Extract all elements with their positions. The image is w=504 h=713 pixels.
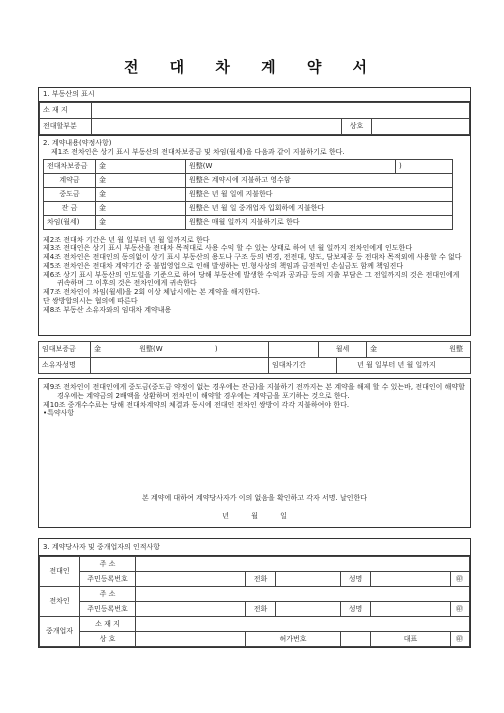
lessor-seal[interactable]: ㊞ <box>451 572 470 587</box>
agent-license-value[interactable] <box>341 632 371 647</box>
lessee-address-label: 주 소 <box>80 587 136 602</box>
sublease-part-value[interactable] <box>92 119 342 135</box>
lease-deposit-currency: 金 <box>94 345 101 354</box>
agent-label: 중개업자 <box>40 617 80 647</box>
balance-amount[interactable]: 金 <box>96 201 186 215</box>
page-title: 전 대 차 계 약 서 <box>123 58 381 76</box>
owner-name-value[interactable] <box>91 358 269 374</box>
lessee-label: 전차인 <box>40 587 80 617</box>
article-9: 제9조 전차인이 전대인에게 중도금(중도금 약정이 없는 경우에는 잔금)을 지불하기 전까지는 본 계약을 해제 할 수 있는바, 전대인이 해약할 경우에는 계약금의 2배액을 상환하며 전차인이 해약할 경우에는 계약금을 포기하는 것으로 한다. <box>43 383 465 400</box>
lease-deposit-gap <box>269 342 319 358</box>
owner-name-label: 소유자성명 <box>39 358 91 374</box>
down-payment-label: 계약금 <box>44 173 96 187</box>
monthly-rent-value[interactable] <box>367 342 471 358</box>
rent-amount[interactable]: 金 <box>96 215 186 229</box>
lessor-address-value[interactable] <box>136 557 470 572</box>
rent-label: 차임(월세) <box>44 215 96 229</box>
location-label: 소 재 지 <box>40 103 92 119</box>
monthly-rent-unit: 원整 <box>449 345 463 354</box>
lessee-name-value[interactable] <box>371 602 451 617</box>
article-7-note: 단 쌍방합의시는 협의에 따른다 <box>43 296 138 305</box>
lessee-seal[interactable]: ㊞ <box>451 602 470 617</box>
agent-location-value[interactable] <box>136 617 470 632</box>
lessor-id-label: 주민등록번호 <box>80 572 136 587</box>
lessor-phone-label: 전화 <box>246 572 276 587</box>
interim-amount[interactable]: 金 <box>96 187 186 201</box>
deposit-amount[interactable]: 金 <box>96 159 186 173</box>
interim-terms: 원整은 년 월 일에 지불한다 <box>186 187 453 201</box>
article-8: 제8조 부동산 소유자와의 임대차 계약내용 <box>43 305 172 314</box>
parties-section <box>38 538 471 648</box>
lessor-address-label: 주 소 <box>80 557 136 572</box>
agent-company-value[interactable] <box>136 632 246 647</box>
monthly-rent-currency: 金 <box>370 345 377 354</box>
lease-deposit-label: 임대보증금 <box>39 342 91 358</box>
article-7: 제7조 전차인이 차임(월세)을 2회 이상 체납시에는 본 계약을 해지한다. <box>43 288 260 296</box>
location-value[interactable] <box>92 103 470 119</box>
lessor-id-value[interactable] <box>136 572 246 587</box>
property-heading: 1. 부동산의 표시 <box>39 88 470 102</box>
lessor-name-label: 성명 <box>341 572 371 587</box>
deposit-label: 전대차보증금 <box>44 159 96 173</box>
lessee-id-value[interactable] <box>136 602 246 617</box>
lease-period-label: 임대차기간 <box>269 358 337 374</box>
unit-value[interactable] <box>372 119 470 135</box>
rent-terms: 원整은 매월 일까지 지불하기로 한다 <box>186 215 453 229</box>
lease-deposit-unit: 원整(W <box>139 345 163 354</box>
lessor-label: 전대인 <box>40 557 80 587</box>
terms-section <box>38 378 471 528</box>
article-4: 제4조 전차인은 전대인의 동의없이 상기 표시 부동산의 용도나 구조 등의 변경, 전전대, 양도, 담보제공 등 전대차 목적외에 사용할 수 없다 <box>43 253 462 261</box>
special-terms-label: •특약사항 <box>43 409 75 418</box>
lessor-name-value[interactable] <box>371 572 451 587</box>
article-1: 제1조 전차인은 상기 표시 부동산의 전대차보증금 및 차임(월세)을 다음과 같이 지불하기로 한다. <box>51 147 345 156</box>
confirmation-text: 본 계약에 대하여 계약당사자가 이의 없음을 확인하고 각자 서명. 날인한다 <box>141 494 368 502</box>
deposit-unit: 원整(W <box>186 159 396 173</box>
lease-info <box>38 341 471 374</box>
contract-heading: 2. 계약내용(약정사항) <box>43 139 112 147</box>
payment-table <box>43 159 453 230</box>
lease-period-value[interactable]: 년 월 일부터 년 월 일까지 <box>337 358 471 374</box>
lease-deposit-value[interactable] <box>91 342 269 358</box>
signing-date: 년 월 일 <box>222 512 287 520</box>
agent-company-label: 상 호 <box>80 632 136 647</box>
lessor-phone-value[interactable] <box>276 572 341 587</box>
sublease-part-label: 전대할부분 <box>40 119 92 135</box>
parties-heading: 3. 계약당사자 및 중개업자의 인적사항 <box>39 539 470 556</box>
contract-section <box>38 135 471 336</box>
agent-license-label: 허가번호 <box>246 632 341 647</box>
article-10: 제10조 중개수수료는 당해 전대차계약의 체결과 동시에 전대인 전차인 쌍방이 각각 지불하여야 한다. <box>43 400 350 409</box>
property-section <box>38 87 471 136</box>
lessee-phone-label: 전화 <box>246 602 276 617</box>
interim-label: 중도금 <box>44 187 96 201</box>
lessee-address-value[interactable] <box>136 587 470 602</box>
agent-location-label: 소 재 지 <box>80 617 136 632</box>
article-5: 제5조 전차인은 전대차 계약기간 중 불법영업으로 인해 발생하는 민.형사상의 책임과 금전적인 손실금도 함께 책임진다 <box>43 261 404 270</box>
down-payment-terms: 원整은 계약시에 지불하고 영수함 <box>186 173 453 187</box>
article-6: 제6조 상기 표시 부동산의 인도일을 기준으로 하여 당해 부동산에 발생한 수익과 공과금 등의 지출 부담은 그 전일까지의 것은 전대인에게 귀속하며 그 이후의 것은 전차인에게 귀속한다 <box>43 270 460 288</box>
agent-seal[interactable]: ㊞ <box>451 632 470 647</box>
article-2: 제2조 전대차 기간은 년 월 일부터 년 월 일까지로 한다 <box>43 235 210 244</box>
monthly-rent-label: 월세 <box>319 342 367 358</box>
unit-label: 상호 <box>342 119 372 135</box>
down-payment-amount[interactable]: 金 <box>96 173 186 187</box>
deposit-close: ) <box>396 159 453 173</box>
lessee-phone-value[interactable] <box>276 602 341 617</box>
lease-deposit-close: ) <box>214 345 218 354</box>
lessee-id-label: 주민등록번호 <box>80 602 136 617</box>
agent-rep-label: 대표 <box>371 632 451 647</box>
article-3: 제3조 전대인은 상기 표시 부동산을 전대차 목적대로 사용 수익 할 수 있는 상태로 하여 년 월 일까지 전차인에게 인도한다 <box>43 244 413 253</box>
balance-label: 잔 금 <box>44 201 96 215</box>
balance-terms: 원整은 년 월 일 중개업자 입회하에 지불한다 <box>186 201 453 215</box>
lessee-name-label: 성명 <box>341 602 371 617</box>
